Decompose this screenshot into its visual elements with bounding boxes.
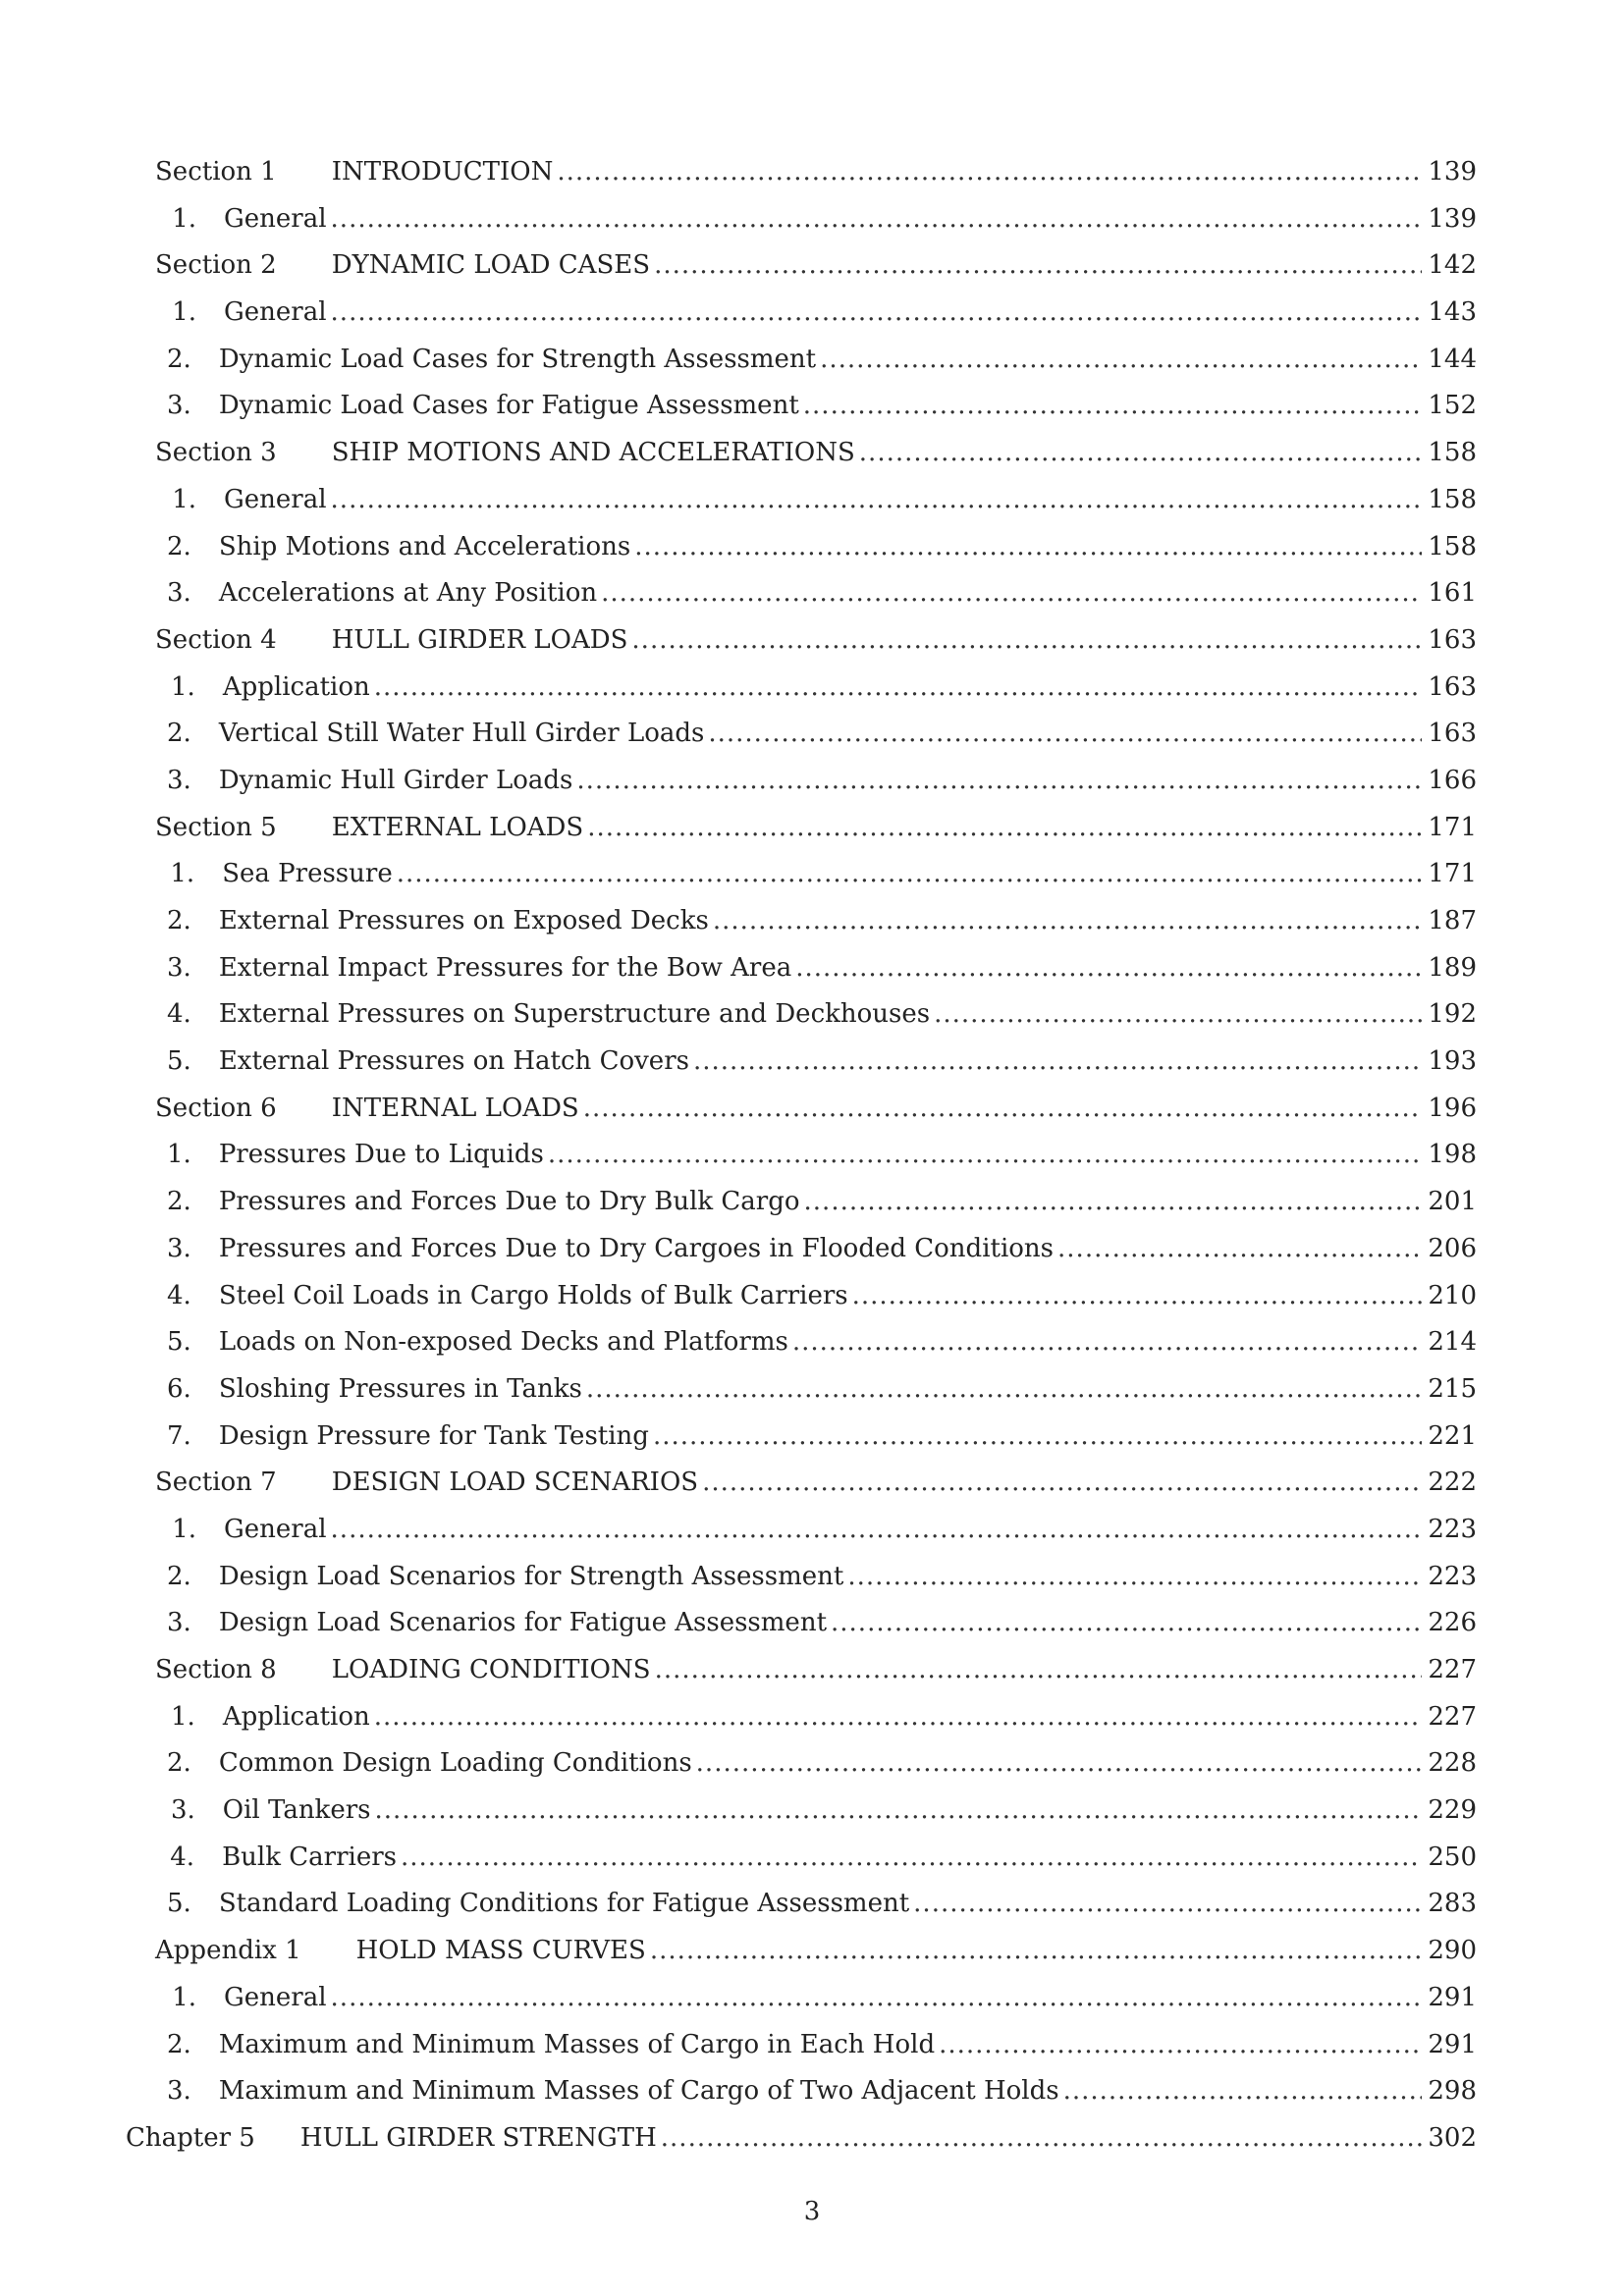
toc-entry-title: External Pressures on Exposed Decks bbox=[218, 906, 709, 935]
toc-entry-item[interactable] bbox=[155, 337, 1477, 384]
toc-entry-item[interactable] bbox=[155, 1319, 1477, 1366]
toc-entry-page: 227 bbox=[1428, 1655, 1477, 1684]
toc-entry-title: Bulk Carriers bbox=[222, 1842, 397, 1872]
dot-leader bbox=[1063, 2068, 1423, 2115]
toc-entry-number: 1. bbox=[171, 671, 195, 702]
toc-entry-page: 221 bbox=[1428, 1420, 1477, 1451]
toc-entry-section[interactable] bbox=[155, 617, 1477, 665]
toc-entry-title: Maximum and Minimum Masses of Cargo of Two Adjacent Holds bbox=[218, 2076, 1059, 2107]
toc-entry-item[interactable] bbox=[155, 1694, 1477, 1741]
toc-entry-item[interactable] bbox=[155, 711, 1477, 758]
toc-entry-title: Dynamic Hull Girder Loads bbox=[218, 765, 573, 795]
dot-leader bbox=[331, 477, 1423, 524]
toc-entry-title: Sea Pressure bbox=[222, 859, 393, 889]
toc-entry-number: 1. bbox=[172, 1982, 196, 2012]
toc-entry-page: 158 bbox=[1428, 484, 1477, 514]
toc-entry-section[interactable] bbox=[155, 242, 1477, 290]
toc-entry-page: 187 bbox=[1428, 906, 1477, 935]
toc-entry-title: Application bbox=[222, 1701, 370, 1732]
dot-leader bbox=[792, 1319, 1423, 1366]
toc-entry-title: General bbox=[224, 1982, 327, 2012]
toc-entry-page: 291 bbox=[1428, 1982, 1477, 2012]
toc-entry-title: DESIGN LOAD SCENARIOS bbox=[331, 1468, 699, 1498]
toc-entry-title: Design Load Scenarios for Strength Assessment bbox=[218, 1561, 844, 1591]
dot-leader bbox=[401, 1835, 1422, 1882]
toc-entry-number: 7. bbox=[167, 1420, 191, 1451]
toc-entry-section[interactable] bbox=[155, 430, 1477, 477]
toc-entry-number: 1. bbox=[172, 297, 196, 328]
toc-entry-item[interactable] bbox=[155, 570, 1477, 617]
toc-entry-title: HOLD MASS CURVES bbox=[355, 1936, 646, 1966]
toc-entry-page: 298 bbox=[1428, 2076, 1477, 2107]
toc-entry-page: 142 bbox=[1428, 250, 1477, 281]
toc-entry-title: INTRODUCTION bbox=[331, 157, 554, 187]
dot-leader bbox=[1057, 1226, 1422, 1273]
toc-entry-number: 1. bbox=[171, 1701, 195, 1732]
toc-entry-title: Design Pressure for Tank Testing bbox=[218, 1420, 649, 1451]
toc-entry-page: 210 bbox=[1428, 1280, 1477, 1310]
toc-entry-label: Section 6 bbox=[155, 1093, 277, 1123]
toc-entry-page: 222 bbox=[1428, 1468, 1477, 1498]
toc-entry-title: Vertical Still Water Hull Girder Loads bbox=[218, 719, 705, 749]
toc-entry-label: Section 5 bbox=[155, 812, 277, 842]
toc-entry-item[interactable] bbox=[155, 383, 1477, 430]
toc-entry-item[interactable] bbox=[155, 665, 1477, 712]
toc-entry-number: 2. bbox=[167, 531, 191, 561]
toc-entry-title: General bbox=[224, 484, 327, 514]
dot-leader bbox=[713, 898, 1423, 945]
toc-entry-page: 198 bbox=[1428, 1140, 1477, 1170]
dot-leader bbox=[654, 242, 1422, 290]
toc-entry-page: 215 bbox=[1428, 1373, 1477, 1404]
toc-entry-page: 158 bbox=[1428, 438, 1477, 468]
toc-entry-page: 192 bbox=[1428, 999, 1477, 1030]
toc-entry-page: 189 bbox=[1428, 952, 1477, 983]
toc-entry-page: 227 bbox=[1428, 1701, 1477, 1732]
dot-leader bbox=[795, 945, 1422, 992]
toc-entry-label: Appendix 1 bbox=[155, 1936, 301, 1966]
toc-entry-number: 3. bbox=[167, 391, 191, 421]
toc-entry-item[interactable] bbox=[155, 898, 1477, 945]
toc-entry-page: 139 bbox=[1428, 203, 1477, 234]
dot-leader bbox=[331, 1507, 1423, 1554]
toc-entry-title: Application bbox=[222, 671, 370, 702]
dot-leader bbox=[397, 851, 1423, 898]
toc-entry-number: 2. bbox=[167, 2029, 191, 2059]
toc-entry-title: DYNAMIC LOAD CASES bbox=[331, 250, 651, 281]
toc-entry-title: SHIP MOTIONS AND ACCELERATIONS bbox=[331, 438, 855, 468]
toc-entry-label: Chapter 5 bbox=[126, 2122, 255, 2153]
toc-entry-page: 166 bbox=[1428, 765, 1477, 795]
toc-entry-title: Accelerations at Any Position bbox=[218, 578, 598, 609]
dot-leader bbox=[576, 758, 1422, 805]
dot-leader bbox=[803, 383, 1423, 430]
toc-entry-section[interactable] bbox=[155, 1086, 1477, 1133]
dot-leader bbox=[587, 805, 1422, 852]
toc-entry-number: 1. bbox=[170, 859, 195, 889]
toc-entry-item[interactable] bbox=[155, 1600, 1477, 1647]
toc-entry-section[interactable] bbox=[155, 1647, 1477, 1694]
toc-entry-item[interactable] bbox=[155, 945, 1477, 992]
toc-entry-page: 229 bbox=[1428, 1795, 1477, 1826]
toc-entry-page: 223 bbox=[1428, 1561, 1477, 1591]
toc-entry-number: 4. bbox=[167, 1280, 191, 1310]
toc-entry-number: 3. bbox=[167, 578, 191, 609]
toc-entry-title: Steel Coil Loads in Cargo Holds of Bulk Carriers bbox=[218, 1280, 848, 1310]
toc-entry-appendix[interactable] bbox=[155, 1928, 1477, 1975]
toc-entry-label: Section 1 bbox=[155, 157, 277, 187]
toc-entry-page: 143 bbox=[1428, 297, 1477, 328]
toc-entry-title: Design Load Scenarios for Fatigue Assessment bbox=[218, 1608, 828, 1638]
dot-leader bbox=[702, 1460, 1422, 1507]
toc-entry-title: General bbox=[224, 1514, 327, 1544]
dot-leader bbox=[859, 430, 1423, 477]
toc-entry-number: 2. bbox=[167, 1187, 191, 1217]
toc-entry-number: 4. bbox=[170, 1842, 195, 1872]
toc-entry-number: 3. bbox=[167, 765, 191, 795]
dot-leader bbox=[650, 1928, 1423, 1975]
toc-entry-number: 1. bbox=[172, 484, 196, 514]
toc-entry-item[interactable] bbox=[155, 1132, 1477, 1179]
toc-entry-title: LOADING CONDITIONS bbox=[331, 1655, 651, 1684]
toc-entry-page: 201 bbox=[1428, 1187, 1477, 1217]
toc-entry-chapter[interactable] bbox=[126, 2115, 1477, 2163]
dot-leader bbox=[661, 2115, 1423, 2163]
toc-entry-page: 163 bbox=[1428, 671, 1477, 702]
dot-leader bbox=[820, 337, 1422, 384]
toc-entry-item[interactable] bbox=[155, 1039, 1477, 1086]
toc-entry-page: 290 bbox=[1428, 1936, 1477, 1966]
toc-entry-number: 3. bbox=[170, 1795, 195, 1826]
toc-entry-item[interactable] bbox=[155, 851, 1477, 898]
toc-entry-page: 196 bbox=[1428, 1093, 1477, 1123]
toc-entry-title: Dynamic Load Cases for Fatigue Assessment bbox=[218, 391, 799, 421]
toc-entry-item[interactable] bbox=[155, 1975, 1477, 2022]
dot-leader bbox=[693, 1039, 1422, 1086]
dot-leader bbox=[586, 1366, 1423, 1414]
toc-entry-item[interactable] bbox=[155, 477, 1477, 524]
dot-leader bbox=[548, 1132, 1423, 1179]
toc-entry-number: 4. bbox=[167, 999, 191, 1030]
toc-entry-number: 1. bbox=[167, 1140, 191, 1170]
toc-entry-item[interactable] bbox=[155, 2022, 1477, 2069]
dot-leader bbox=[804, 1179, 1423, 1226]
toc-entry-title: Maximum and Minimum Masses of Cargo in Each Hold bbox=[218, 2029, 936, 2059]
toc-entry-number: 2. bbox=[167, 719, 191, 749]
dot-leader bbox=[831, 1600, 1422, 1647]
toc-entry-item[interactable] bbox=[155, 1179, 1477, 1226]
dot-leader bbox=[331, 1975, 1423, 2022]
toc-entry-item[interactable] bbox=[155, 1554, 1477, 1601]
toc-entry-title: External Pressures on Superstructure and Deckhouses bbox=[218, 999, 931, 1030]
toc-entry-title: INTERNAL LOADS bbox=[331, 1093, 579, 1123]
toc-entry-title: EXTERNAL LOADS bbox=[331, 812, 584, 842]
toc-entry-page: 226 bbox=[1428, 1608, 1477, 1638]
toc-entry-title: Standard Loading Conditions for Fatigue Assessment bbox=[218, 1889, 910, 1919]
dot-leader bbox=[601, 570, 1422, 617]
toc-entry-title: External Pressures on Hatch Covers bbox=[218, 1046, 689, 1077]
toc-entry-item[interactable] bbox=[155, 758, 1477, 805]
toc-entry-page: 193 bbox=[1428, 1046, 1477, 1077]
dot-leader bbox=[847, 1554, 1422, 1601]
dot-leader bbox=[653, 1414, 1422, 1461]
table-of-contents bbox=[126, 149, 1477, 2163]
toc-entry-page: 152 bbox=[1428, 391, 1477, 421]
toc-entry-page: 139 bbox=[1428, 157, 1477, 187]
toc-entry-page: 283 bbox=[1428, 1889, 1477, 1919]
toc-entry-number: 3. bbox=[167, 2076, 191, 2107]
toc-entry-title: Dynamic Load Cases for Strength Assessment bbox=[218, 344, 817, 374]
toc-entry-number: 5. bbox=[167, 1327, 191, 1358]
toc-entry-item[interactable] bbox=[155, 1835, 1477, 1882]
toc-entry-page: 171 bbox=[1428, 812, 1477, 842]
toc-entry-item[interactable] bbox=[155, 1881, 1477, 1928]
dot-leader bbox=[939, 2022, 1422, 2069]
toc-entry-number: 1. bbox=[172, 203, 196, 234]
dot-leader bbox=[655, 1647, 1423, 1694]
toc-entry-item[interactable] bbox=[155, 196, 1477, 243]
toc-entry-title: Loads on Non-exposed Decks and Platforms bbox=[218, 1327, 788, 1358]
dot-leader bbox=[583, 1086, 1423, 1133]
toc-entry-section[interactable] bbox=[155, 805, 1477, 852]
toc-entry-number: 3. bbox=[167, 1608, 191, 1638]
toc-entry-number: 6. bbox=[167, 1373, 191, 1404]
dot-leader bbox=[696, 1740, 1423, 1788]
toc-entry-page: 163 bbox=[1428, 719, 1477, 749]
toc-entry-title: Sloshing Pressures in Tanks bbox=[218, 1373, 582, 1404]
toc-entry-page: 144 bbox=[1428, 344, 1477, 374]
toc-entry-item[interactable] bbox=[155, 1273, 1477, 1320]
dot-leader bbox=[374, 1694, 1423, 1741]
toc-entry-title: Ship Motions and Accelerations bbox=[218, 531, 631, 561]
toc-entry-number: 3. bbox=[167, 1233, 191, 1263]
toc-entry-title: General bbox=[224, 203, 327, 234]
toc-entry-page: 171 bbox=[1428, 859, 1477, 889]
toc-entry-item[interactable] bbox=[155, 1507, 1477, 1554]
toc-entry-label: Section 4 bbox=[155, 624, 277, 655]
toc-entry-title: Common Design Loading Conditions bbox=[218, 1748, 692, 1779]
toc-entry-label: Section 3 bbox=[155, 438, 277, 468]
toc-entry-label: Section 2 bbox=[155, 250, 277, 281]
toc-entry-page: 228 bbox=[1428, 1748, 1477, 1779]
toc-entry-page: 291 bbox=[1428, 2029, 1477, 2059]
toc-entry-number: 2. bbox=[167, 1561, 191, 1591]
toc-entry-item[interactable] bbox=[155, 1788, 1477, 1835]
dot-leader bbox=[631, 617, 1422, 665]
dot-leader bbox=[374, 665, 1423, 712]
toc-entry-number: 2. bbox=[167, 344, 191, 374]
toc-entry-title: HULL GIRDER STRENGTH bbox=[299, 2122, 657, 2153]
toc-entry-title: General bbox=[224, 297, 327, 328]
toc-entry-number: 2. bbox=[167, 1748, 191, 1779]
toc-entry-title: Pressures and Forces Due to Dry Bulk Cargo bbox=[218, 1187, 800, 1217]
toc-entry-item[interactable] bbox=[155, 1366, 1477, 1414]
toc-entry-number: 3. bbox=[167, 952, 191, 983]
dot-leader bbox=[374, 1788, 1422, 1835]
dot-leader bbox=[852, 1273, 1423, 1320]
toc-entry-title: Oil Tankers bbox=[222, 1795, 371, 1826]
toc-entry-number: 1. bbox=[172, 1514, 196, 1544]
toc-entry-number: 2. bbox=[167, 906, 191, 935]
toc-entry-item[interactable] bbox=[155, 1414, 1477, 1461]
page-number: 3 bbox=[803, 2197, 821, 2226]
toc-entry-number: 5. bbox=[167, 1889, 191, 1919]
dot-leader bbox=[331, 196, 1423, 243]
dot-leader bbox=[634, 524, 1422, 571]
toc-entry-item[interactable] bbox=[155, 991, 1477, 1039]
toc-entry-label: Section 8 bbox=[155, 1655, 277, 1684]
toc-entry-item[interactable] bbox=[155, 290, 1477, 337]
toc-entry-item[interactable] bbox=[155, 1740, 1477, 1788]
toc-entry-title: External Impact Pressures for the Bow Area bbox=[218, 952, 792, 983]
dot-leader bbox=[331, 290, 1423, 337]
toc-entry-page: 223 bbox=[1428, 1514, 1477, 1544]
dot-leader bbox=[934, 991, 1422, 1039]
toc-entry-title: HULL GIRDER LOADS bbox=[331, 624, 628, 655]
toc-entry-section[interactable] bbox=[155, 149, 1477, 196]
toc-entry-page: 206 bbox=[1428, 1233, 1477, 1263]
toc-entry-title: Pressures Due to Liquids bbox=[218, 1140, 544, 1170]
toc-entry-page: 214 bbox=[1428, 1327, 1477, 1358]
toc-entry-page: 250 bbox=[1428, 1842, 1477, 1872]
dot-leader bbox=[708, 711, 1422, 758]
dot-leader bbox=[557, 149, 1422, 196]
toc-entry-title: Pressures and Forces Due to Dry Cargoes in Flooded Conditions bbox=[218, 1233, 1055, 1263]
toc-entry-number: 5. bbox=[167, 1046, 191, 1077]
dot-leader bbox=[913, 1881, 1422, 1928]
toc-entry-page: 302 bbox=[1428, 2122, 1477, 2153]
toc-entry-label: Section 7 bbox=[155, 1468, 277, 1498]
toc-entry-item[interactable] bbox=[155, 1226, 1477, 1273]
toc-entry-page: 163 bbox=[1428, 624, 1477, 655]
toc-entry-item[interactable] bbox=[155, 2068, 1477, 2115]
toc-entry-item[interactable] bbox=[155, 524, 1477, 571]
toc-entry-page: 158 bbox=[1428, 531, 1477, 561]
toc-entry-section[interactable] bbox=[155, 1460, 1477, 1507]
toc-entry-page: 161 bbox=[1428, 578, 1477, 609]
